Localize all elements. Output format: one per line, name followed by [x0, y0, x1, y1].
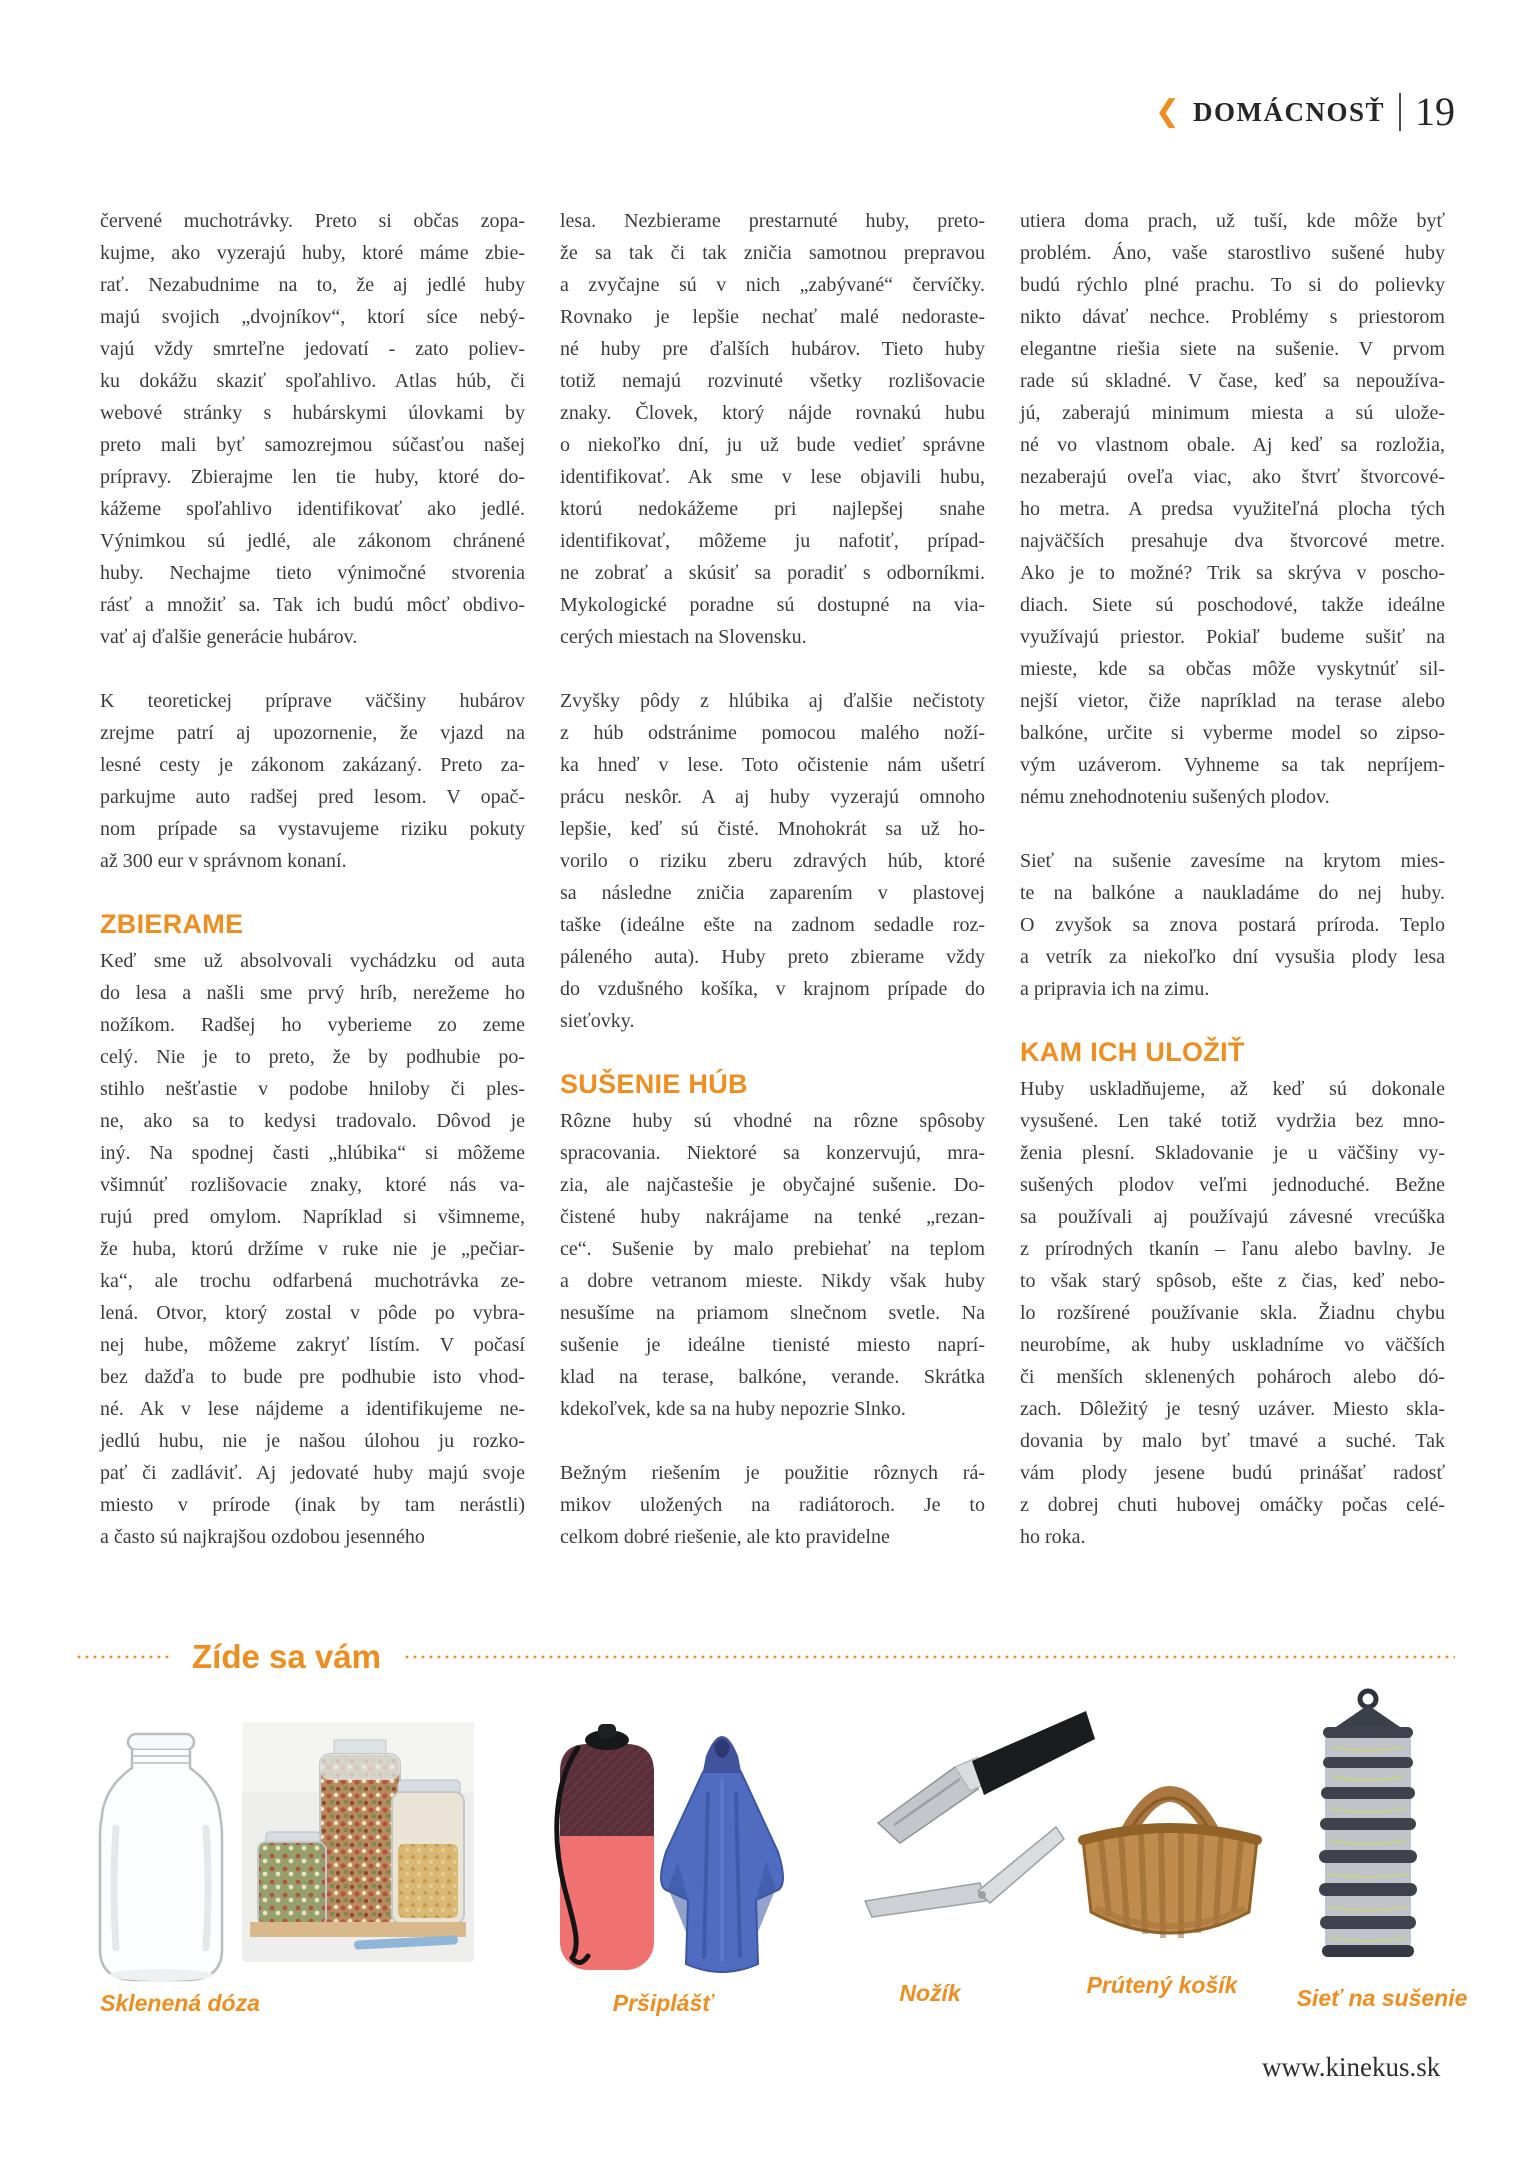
knife-image [860, 1705, 1095, 1930]
text-line: rade sú skladné. V čase, keď sa nepoužíva- [1020, 370, 1445, 392]
glass-jar-image [88, 1728, 233, 1986]
text-line: nom prípade sa vystavujeme riziku pokuty [100, 818, 525, 840]
text-line: a pripravia ich na zimu. [1020, 978, 1210, 1000]
paragraph [100, 685, 525, 877]
product-label: Pršiplášť [612, 1990, 714, 2016]
text-line: Výnimkou sú jedlé, ale zákonom chránené [100, 530, 525, 552]
text-line: kdekoľvek, kde sa na huby nepozrie Slnko. [560, 1398, 906, 1420]
section-title: DOMÁCNOSŤ [1192, 96, 1385, 127]
text-line: elegantne riešia siete na sušenie. V prvom [1020, 338, 1445, 360]
text-line: a často sú najkrajšou ozdobou jesenného [100, 1526, 425, 1548]
promo-titlebar [75, 1638, 1455, 1676]
text-line: do vzdušného košíka, v krajnom prípade do [560, 978, 985, 1000]
page-number: 19 [1415, 89, 1455, 134]
paragraph [560, 1457, 985, 1553]
text-line: znaky. Človek, ktorý nájde rovnakú hubu [560, 402, 985, 424]
text-line: z dobrej chuti hubovej omáčky počas celé- [1020, 1494, 1445, 1516]
text-line: že huba, ktorú držíme v ruke nie je „pečiar- [100, 1238, 525, 1260]
text-line: ne zobrať a skúsiť sa poradiť s odborníkmi. [560, 562, 985, 584]
paragraph [100, 205, 525, 653]
text-line: páleného auta). Huby preto zbierame vždy [560, 946, 985, 968]
text-line: to však starý spôsob, ešte z čias, keď nebo- [1020, 1270, 1445, 1292]
text-line: balkóne, určite si vyberme model so zipso- [1020, 722, 1445, 744]
text-line: ce“. Sušenie by malo prebiehať na teplom [560, 1238, 985, 1260]
text-line: Rovnako je lepšie nechať malé nedoraste- [560, 306, 985, 328]
text-line: čistené huby nakrájame na tenké „rezan- [560, 1206, 985, 1228]
text-line: nikto dávať nechce. Problémy s priestorom [1020, 306, 1445, 328]
text-line: vám plody jesene budú prinášať radosť [1020, 1462, 1445, 1484]
text-line: nému znehodnoteniu sušených plodov. [1020, 786, 1330, 808]
text-line: ženia plesní. Skladovanie je u väčšiny vy- [1020, 1142, 1445, 1164]
text-line: lesné cesty je zákonom zakázaný. Preto za- [100, 754, 525, 776]
paragraph [1020, 1073, 1445, 1553]
text-line: Zvyšky pôdy z hlúbika aj ďalšie nečistoty [560, 690, 985, 712]
paragraph [560, 1105, 985, 1425]
text-line: do lesa a našli sme prvý hríb, nerežeme ho [100, 982, 525, 1004]
text-line: utiera doma prach, už tuší, kde môže byť [1020, 210, 1445, 232]
text-line: taške (ideálne ešte na zadnom sedadle roz- [560, 914, 985, 936]
text-line: miesto v prírode (inak by tam nerástli) [100, 1494, 525, 1516]
text-line: že sa tak či tak zničia samotnou prepravou [560, 242, 985, 264]
text-line: nezaberajú oveľa viac, ako štvrť štvorcové- [1020, 466, 1445, 488]
wicker-basket-image [1065, 1740, 1275, 1958]
text-line: vať aj ďalšie generácie hubárov. [100, 626, 358, 648]
text-line: prípravy. Zbierajme len tie huby, ktoré do- [100, 466, 525, 488]
text-line: né vo vlastnom obale. Aj keď sa rozložia, [1020, 434, 1445, 456]
text-line: mieste, kde sa občas môže vyskytnúť sil- [1020, 658, 1445, 680]
text-line: vajú vždy smrteľne jedovatí - zato poliev- [100, 338, 525, 360]
text-line: diach. Siete sú poschodové, takže ideálne [1020, 594, 1445, 616]
text-line: stihlo nešťastie v podobe hniloby či ples- [100, 1078, 525, 1100]
text-line: lepšie, keď sú čisté. Mnohokrát sa už ho- [560, 818, 985, 840]
text-column-1 [100, 205, 525, 1553]
text-line: nejší vietor, čiže napríklad na terase alebo [1020, 690, 1445, 712]
text-line: spracovania. Niektoré sa konzervujú, mra- [560, 1142, 985, 1164]
text-column-2 [560, 205, 985, 1553]
text-line: rujú pred omylom. Napríklad si všimneme, [100, 1206, 525, 1228]
text-line: rásť a množiť sa. Tak ich budú môcť obdivo- [100, 594, 525, 616]
text-line: a zvyčajne sú v nich „zabývané“ červíčky. [560, 274, 985, 296]
paragraph [560, 685, 985, 1037]
text-line: cerých miestach na Slovensku. [560, 626, 807, 648]
paragraph [1020, 845, 1445, 1005]
filled-jars-photo [242, 1722, 474, 1962]
text-line: celý. Nie je to preto, že by podhubie po- [100, 1046, 525, 1068]
text-line: iný. Na spodnej časti „hlúbika“ si môžeme [100, 1142, 525, 1164]
text-line: totiž nemajú rozvinuté všetky rozlišovacie [560, 370, 985, 392]
text-line: ho roka. [1020, 1526, 1086, 1548]
text-line: nožíkom. Radšej ho vyberieme zo zeme [100, 1014, 525, 1036]
text-line: neurobíme, ak huby uskladníme vo väčších [1020, 1334, 1445, 1356]
chevron-left-icon: ❮ [1154, 94, 1180, 129]
text-line: huby. Nechajme tieto výnimočné stvorenia [100, 562, 525, 584]
text-line: zach. Dôležitý je tesný uzáver. Miesto skla- [1020, 1398, 1445, 1420]
section-heading: KAM ICH ULOŽIŤ [1020, 1037, 1245, 1067]
text-line: budú rýchlo plné prachu. To si do polievky [1020, 274, 1445, 296]
text-line: Bežným riešením je použitie rôznych rá- [560, 1462, 985, 1484]
product-label: Prútený košík [1086, 1972, 1238, 1998]
text-line: O zvyšok sa znova postará príroda. Teplo [1020, 914, 1445, 936]
text-line: rať. Nezabudnime na to, že aj jedlé huby [100, 274, 525, 296]
paragraph [1020, 205, 1445, 813]
product-label: Nožík [899, 1980, 961, 2006]
text-line: až 300 eur v správnom konaní. [100, 850, 347, 872]
text-line: ne, ako sa to kedysi tradovalo. Dôvod je [100, 1110, 525, 1132]
text-line: né huby pre ďalších hubárov. Tieto huby [560, 338, 985, 360]
text-line: Huby uskladňujeme, až keď sú dokonale [1020, 1078, 1445, 1100]
text-line: K teoretickej príprave väčšiny hubárov [100, 690, 525, 712]
text-line: jú, zaberajú minimum miesta a sú ulože- [1020, 402, 1445, 424]
page-header [1154, 89, 1455, 134]
text-line: vysušené. Len také totiž vydržia bez mno- [1020, 1110, 1445, 1132]
text-line: dovania by malo byť tmavé a suché. Tak [1020, 1430, 1445, 1452]
text-line: zrejme patrí aj upozornenie, že vjazd na [100, 722, 525, 744]
dotted-divider-right [403, 1655, 1455, 1659]
text-line: nesušíme na priamom slnečnom svetle. Na [560, 1302, 985, 1324]
text-line: využívajú priestor. Pokiaľ budeme sušiť na [1020, 626, 1445, 648]
text-line: né. Ak v lese nájdeme a identifikujeme ne- [100, 1398, 525, 1420]
text-column-3 [1020, 205, 1445, 1553]
text-line: vorilo o riziku zberu zdravých húb, ktoré [560, 850, 985, 872]
text-line: sa používali aj používajú závesné vrecúška [1020, 1206, 1445, 1228]
text-line: problém. Áno, vaše starostlivo sušené huby [1020, 242, 1445, 264]
text-line: ho metra. A predsa využiteľná plocha tých [1020, 498, 1445, 520]
text-line: jedlú hubu, nie je našou úlohou ju rozko- [100, 1430, 525, 1452]
text-line: Mykologické poradne sú dostupné na via- [560, 594, 985, 616]
text-line: Keď sme už absolvovali vychádzku od auta [100, 950, 525, 972]
article-body [100, 205, 1445, 1553]
text-line: klad na terase, balkóne, verande. Skrátka [560, 1366, 985, 1388]
text-line: kážeme spoľahlivo identifikovať ako jedlé. [100, 498, 525, 520]
text-line: parkujme auto radšej pred lesom. V opač- [100, 786, 525, 808]
section-heading: ZBIERAME [100, 909, 244, 939]
header-divider [1399, 93, 1401, 131]
text-line: nej hube, môžeme zakryť lístím. V počasí [100, 1334, 525, 1356]
text-line: identifikovať, môžeme ju nafotiť, prípad- [560, 530, 985, 552]
text-line: kujme, ako vyzerajú huby, ktoré máme zbie- [100, 242, 525, 264]
text-line: ktorú nedokážeme pri najlepšej snahe [560, 498, 985, 520]
text-line: z prírodných tkanín – ľanu alebo bavlny. Je [1020, 1238, 1445, 1260]
text-line: o niekoľko dní, ju už bude vedieť správne [560, 434, 985, 456]
text-line: sieťovky. [560, 1010, 635, 1032]
text-line: lená. Otvor, ktorý zostal v pôde po vybra- [100, 1302, 525, 1324]
text-line: všimnúť rozlišovacie znaky, ktoré nás va- [100, 1174, 525, 1196]
text-line: Sieť na sušenie zavesíme na krytom mies- [1020, 850, 1445, 872]
text-line: pať či zadláviť. Aj jedovaté huby majú svoje [100, 1462, 525, 1484]
text-line: lo rozšírené používanie skla. Žiadnu chybu [1020, 1302, 1445, 1324]
text-line: bez dažďa to bude pre podhubie isto vhod- [100, 1366, 525, 1388]
paragraph [100, 945, 525, 1553]
dotted-divider-left [75, 1655, 170, 1659]
text-line: červené muchotrávky. Preto si občas zopa- [100, 210, 525, 232]
promo-title: Zíde sa vám [192, 1638, 381, 1675]
text-line: celkom dobré riešenie, ale kto pravidelne [560, 1526, 890, 1548]
text-line: te na balkóne a naukladáme do nej huby. [1020, 882, 1445, 904]
text-line: prácu neskôr. A aj huby vyzerajú omnoho [560, 786, 985, 808]
text-line: najväčších presahuje dva štvorcové metre. [1020, 530, 1445, 552]
text-line: Rôzne huby sú vhodné na rôzne spôsoby [560, 1110, 985, 1132]
drying-net-image [1307, 1687, 1428, 1968]
poncho-image [648, 1712, 796, 1978]
text-line: mikov uložených na radiátoroch. Je to [560, 1494, 985, 1516]
text-line: webové stránky s hubárskymi úlovkami by [100, 402, 525, 424]
text-line: a dobre vetranom mieste. Nikdy však huby [560, 1270, 985, 1292]
raincoat-pouch-image [552, 1718, 660, 1976]
product-label: Sieť na sušenie [1296, 1985, 1468, 2011]
text-line: a vetrík za niekoľko dní vysušia plody lesa [1020, 946, 1445, 968]
text-line: z húb odstránime pomocou malého noží- [560, 722, 985, 744]
text-line: sušených plodov veľmi jednoduché. Bežne [1020, 1174, 1445, 1196]
text-line: zia, ale najčastešie je obyčajné sušenie. Do- [560, 1174, 985, 1196]
text-line: či menších sklenených pohároch alebo dó- [1020, 1366, 1445, 1388]
text-line: ka“, ale trochu odfarbená muchotrávka ze- [100, 1270, 525, 1292]
text-line: preto mali byť samozrejmou súčasťou našej [100, 434, 525, 456]
product-label: Sklenená dóza [100, 1990, 260, 2016]
text-line: sušenie je ideálne tienisté miesto naprí- [560, 1334, 985, 1356]
website-url: www.kinekus.sk [1262, 2052, 1441, 2082]
text-line: majú svojich „dvojníkov“, ktorí síce nebý- [100, 306, 525, 328]
text-line: vým uzáverom. Vyhneme sa tak nepríjem- [1020, 754, 1445, 776]
section-heading: SUŠENIE HÚB [560, 1069, 748, 1099]
text-line: lesa. Nezbierame prestarnuté huby, preto- [560, 210, 985, 232]
text-line: identifikovať. Ak sme v lese objavili hubu, [560, 466, 985, 488]
paragraph [560, 205, 985, 653]
text-line: ka hneď v lese. Toto očistenie nám ušetrí [560, 754, 985, 776]
text-line: ku dokážu skaziť spoľahlivo. Atlas húb, či [100, 370, 525, 392]
text-line: sa následne zničia zaparením v plastovej [560, 882, 985, 904]
text-line: Ako je to možné? Trik sa skrýva v poscho- [1020, 562, 1445, 584]
